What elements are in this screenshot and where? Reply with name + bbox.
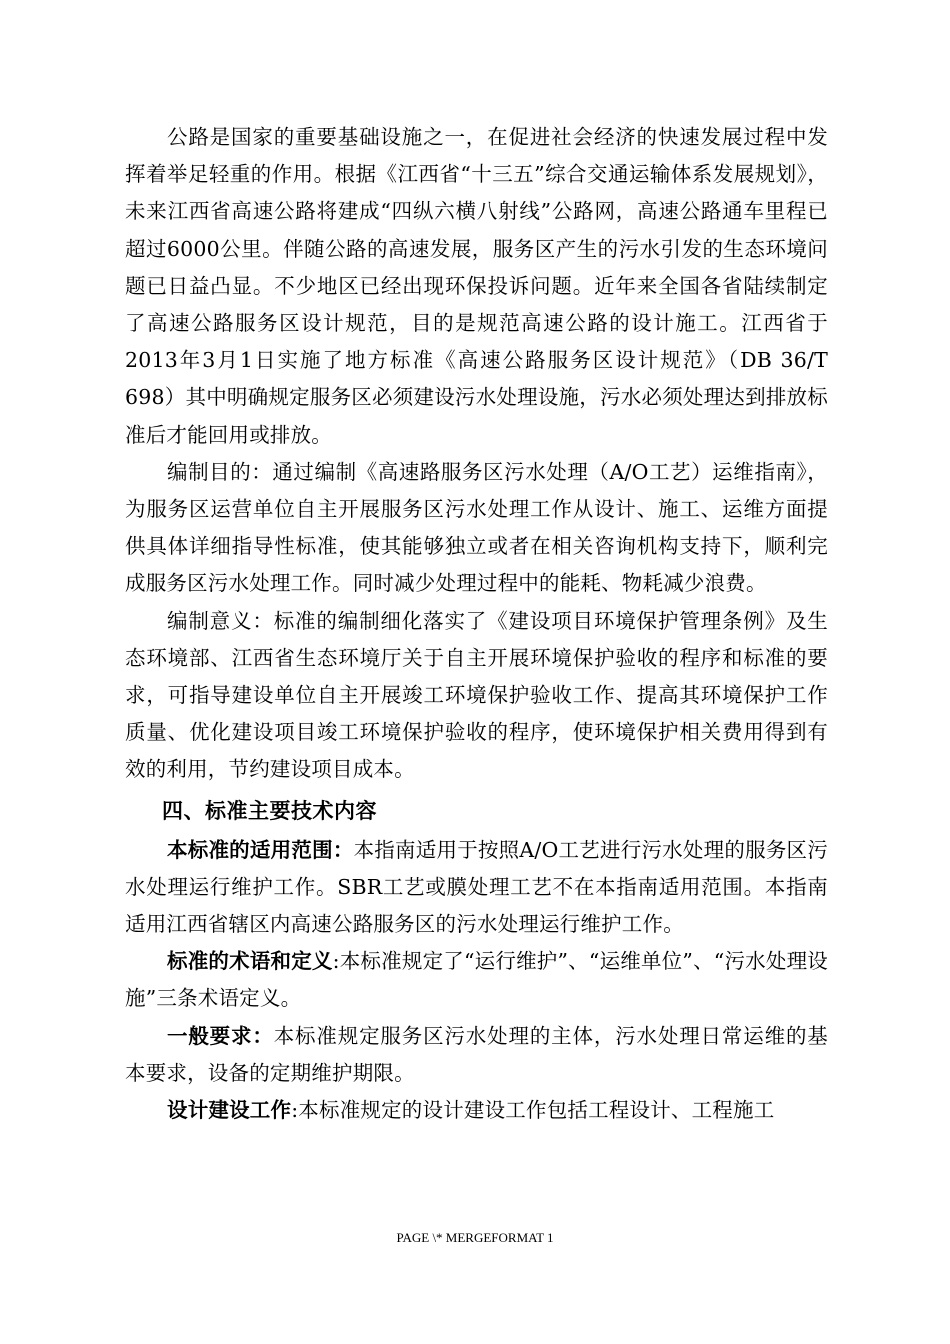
section-heading: 四、标准主要技术内容	[162, 798, 377, 823]
design-label: 设计建设工作	[167, 1098, 292, 1123]
paragraph-design	[125, 1092, 828, 1129]
general-label: 一般要求：	[167, 1023, 274, 1048]
scope-text: 本指南适用于按照A/O工艺进行污水处理的服务区污水处理运行维护工作。SBR工艺或膜处理工艺不在本指南适用范围。本指南适用江西省辖区内高速公路服务区的污水处理运行维护工作。	[125, 837, 828, 937]
scope-label: 本标准的适用范围：	[167, 837, 354, 862]
document-page	[125, 119, 828, 1129]
terms-text: :本标准规定了“运行维护”、“运维单位”、“污水处理设施”三条术语定义。	[125, 949, 828, 1011]
paragraph-intro: 公路是国家的重要基础设施之一，在促进社会经济的快速发展过程中发挥着举足轻重的作用。根据《江西省“十三五”综合交通运输体系发展规划》，未来江西省高速公路将建成“四纵六横八射线”公路网，高速公路通车里程已超过6000公里。伴随公路的高速发展，服务区产生的污水引发的生态环境问题已日益凸显。不少地区已经出现环保投诉问题。近年来全国各省陆续制定了高速公路服务区设计规范，目的是规范高速公路的设计施工。江西省于2013年3月1日实施了地方标准《高速公路服务区设计规范》（DB 36/T 698）其中明确规定服务区必须建设污水处理设施，污水必须处理达到排放标准后才能回用或排放。	[125, 125, 828, 447]
paragraph-terms	[125, 943, 828, 1017]
page-footer: PAGE \* MERGEFORMAT 1	[396, 1230, 554, 1245]
general-text: 本标准规定服务区污水处理的主体，污水处理日常运维的基本要求，设备的定期维护期限。	[125, 1023, 828, 1085]
terms-label: 标准的术语和定义	[167, 949, 333, 974]
design-text: :本标准规定的设计建设工作包括工程设计、工程施工	[291, 1098, 775, 1123]
paragraph-purpose: 编制目的：通过编制《高速路服务区污水处理（A/O工艺）运维指南》，为服务区运营单位自主开展服务区污水处理工作从设计、施工、运维方面提供具体详细指导性标准，使其能够独立或者在相关咨询机构支持下，顺利完成服务区污水处理工作。同时减少处理过程中的能耗、物耗减少浪费。	[125, 459, 828, 596]
paragraph-general	[125, 1018, 828, 1092]
paragraph-scope	[125, 832, 828, 944]
paragraph-significance: 编制意义：标准的编制细化落实了《建设项目环境保护管理条例》及生态环境部、江西省生态环境厅关于自主开展环境保护验收的程序和标准的要求，可指导建设单位自主开展竣工环境保护验收工作、提高其环境保护工作质量、优化建设项目竣工环境保护验收的程序，使环境保护相关费用得到有效的利用，节约建设项目成本。	[125, 608, 828, 782]
